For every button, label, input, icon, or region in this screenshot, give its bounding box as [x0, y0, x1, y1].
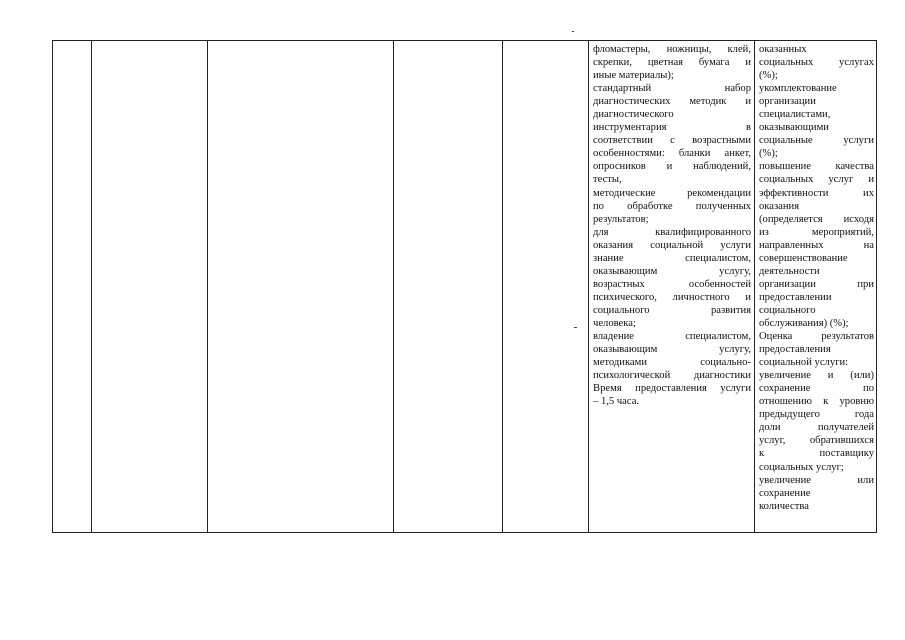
text-line: скрепки, цветная бумага и	[593, 57, 751, 69]
text-line: психического, личностного и	[593, 291, 751, 303]
text-line: совершенствование	[759, 252, 848, 264]
text-line: оказанных	[759, 44, 807, 55]
text-line: увеличение и (или)	[759, 370, 874, 382]
text-line: отношению к уровню	[759, 396, 874, 408]
table-cell-number	[53, 41, 92, 533]
text-line: социального	[759, 304, 816, 316]
text-line: для квалифицированного	[593, 226, 751, 238]
scan-speck	[574, 327, 577, 328]
text-line: обслуживания) (%);	[759, 317, 849, 329]
text-line: сохранение	[759, 487, 811, 499]
text-line: человека;	[593, 317, 636, 329]
text-line: из мероприятий,	[759, 226, 874, 238]
text-line: (определяется исходя	[759, 213, 874, 225]
text-line: фломастеры, ножницы, клей,	[593, 44, 751, 55]
text-line: оказывающими	[759, 122, 829, 134]
text-line: предыдущего года	[759, 409, 874, 421]
text-line: увеличение или	[759, 474, 874, 486]
text-line: направленных на	[759, 239, 874, 251]
text-line: социальные услуги	[759, 135, 874, 147]
table-cell-service-name	[92, 41, 208, 533]
text-line: по обработке полученных	[593, 200, 751, 212]
text-line: (%);	[759, 70, 778, 82]
text-line: стандартный набор	[593, 83, 751, 95]
text-line: Оценка результатов	[759, 331, 874, 343]
text-line: организации	[759, 96, 816, 108]
text-line: тесты,	[593, 174, 622, 186]
text-line: предоставлении	[759, 291, 832, 303]
text-line: количества	[759, 500, 809, 512]
table-row	[53, 41, 877, 533]
text-line: опросников и наблюдений,	[593, 161, 751, 173]
text-line: диагностического	[593, 109, 674, 121]
text-line: инструментария в	[593, 122, 751, 134]
text-line: соответствии с возрастными	[593, 135, 751, 147]
text-line: сохранение по	[759, 383, 874, 395]
text-line: социальных услугах	[759, 57, 874, 69]
conditions-text	[589, 41, 754, 408]
text-line: владение специалистом,	[593, 331, 751, 343]
text-line: деятельности	[759, 265, 820, 277]
table-cell-conditions	[589, 41, 755, 533]
text-line: организации при	[759, 278, 874, 290]
text-line: повышение качества	[759, 161, 874, 173]
table-cell-deadline	[394, 41, 503, 533]
text-line: возрастных особенностей	[593, 278, 751, 290]
text-line: – 1,5 часа.	[593, 396, 640, 408]
text-line: результатов;	[593, 213, 649, 225]
text-line: особенностями: бланки анкет,	[593, 148, 751, 160]
text-line: (%);	[759, 148, 778, 160]
text-line: социальной услуги:	[759, 357, 849, 369]
text-line: социального развития	[593, 304, 751, 316]
table-cell-tariff	[503, 41, 589, 533]
indicators-text	[755, 41, 876, 513]
document-table	[52, 40, 877, 533]
text-line: иные материалы);	[593, 70, 674, 82]
text-line: Время предоставления услуги	[593, 383, 751, 395]
scan-speck	[572, 31, 574, 32]
text-line: эффективности их	[759, 187, 874, 199]
text-line: услуг, обратившихся	[759, 435, 874, 447]
text-line: методические рекомендации	[593, 187, 751, 199]
text-line: диагностических методик и	[593, 96, 751, 108]
text-line: оказывающим услугу,	[593, 265, 751, 277]
text-line: предоставления	[759, 344, 831, 356]
text-line: укомплектование	[759, 83, 837, 95]
text-line: социальных услуг и	[759, 174, 874, 186]
text-line: к поставщику	[759, 448, 874, 460]
table-cell-service-description	[208, 41, 394, 533]
text-line: доли получателей	[759, 422, 874, 434]
text-line: специалистами,	[759, 109, 831, 121]
text-line: методиками социально-	[593, 357, 751, 369]
text-line: оказания социальной услуги	[593, 239, 751, 251]
text-line: знание специалистом,	[593, 252, 751, 264]
table-cell-indicators	[755, 41, 877, 533]
text-line: оказания	[759, 200, 800, 212]
text-line: социальных услуг;	[759, 461, 844, 473]
text-line: психологической диагностики	[593, 370, 751, 382]
text-line: оказывающим услугу,	[593, 344, 751, 356]
